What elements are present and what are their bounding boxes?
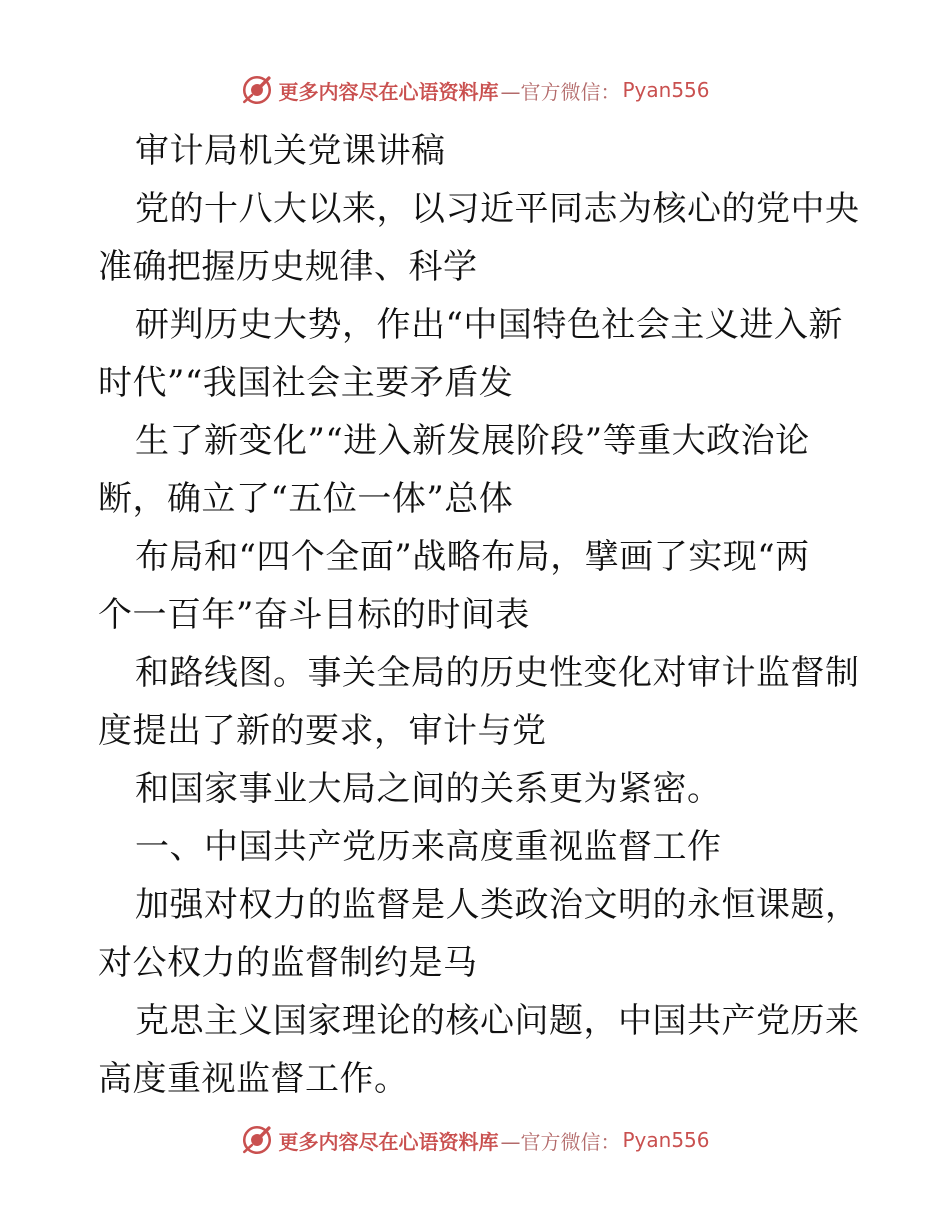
paragraph-line: 对公权力的监督制约是马: [98, 943, 478, 983]
banner-account-text: Pyan556: [622, 1128, 710, 1152]
paragraph-line: 准确把握历史规律、科学: [98, 247, 478, 287]
paragraph-line: 克思主义国家理论的核心问题，中国共产党历来: [135, 1001, 860, 1041]
paragraph-line: 和路线图。事关全局的历史性变化对审计监督制: [135, 653, 860, 693]
logo-icon: [240, 73, 274, 107]
paragraph-line: 高度重视监督工作。: [98, 1059, 409, 1099]
paragraph-line: 度提出了新的要求，审计与党: [98, 711, 547, 751]
banner-dash-text: —官方微信：: [500, 1129, 621, 1154]
paragraph-line: 断，确立了“五位一体”总体: [98, 479, 514, 519]
paragraph-line: 和国家事业大局之间的关系更为紧密。: [135, 769, 722, 809]
paragraph-line: 生了新变化”“进入新发展阶段”等重大政治论: [135, 421, 810, 461]
banner-main-text: 更多内容尽在心语资料库: [278, 79, 499, 104]
paragraph-line: 个一百年”奋斗目标的时间表: [98, 595, 530, 635]
paragraph-line: 研判历史大势，作出“中国特色社会主义进入新: [135, 305, 843, 345]
banner-main-text: 更多内容尽在心语资料库: [278, 1129, 499, 1154]
logo-icon: [240, 1123, 274, 1157]
document-title: 审计局机关党课讲稿: [135, 131, 446, 171]
paragraph-line: 加强对权力的监督是人类政治文明的永恒课题，: [135, 885, 860, 925]
document-body: [98, 122, 858, 1108]
paragraph-line: 党的十八大以来，以习近平同志为核心的党中央: [135, 189, 860, 229]
footer-banner: [0, 1120, 950, 1160]
paragraph-line: 时代”“我国社会主要矛盾发: [98, 363, 514, 403]
banner-account-text: Pyan556: [622, 78, 710, 102]
paragraph-line: 布局和“四个全面”战略布局，擘画了实现“两: [135, 537, 810, 577]
section-heading: 一、中国共产党历来高度重视监督工作: [135, 827, 722, 867]
header-banner: [0, 70, 950, 110]
banner-dash-text: —官方微信：: [500, 79, 621, 104]
